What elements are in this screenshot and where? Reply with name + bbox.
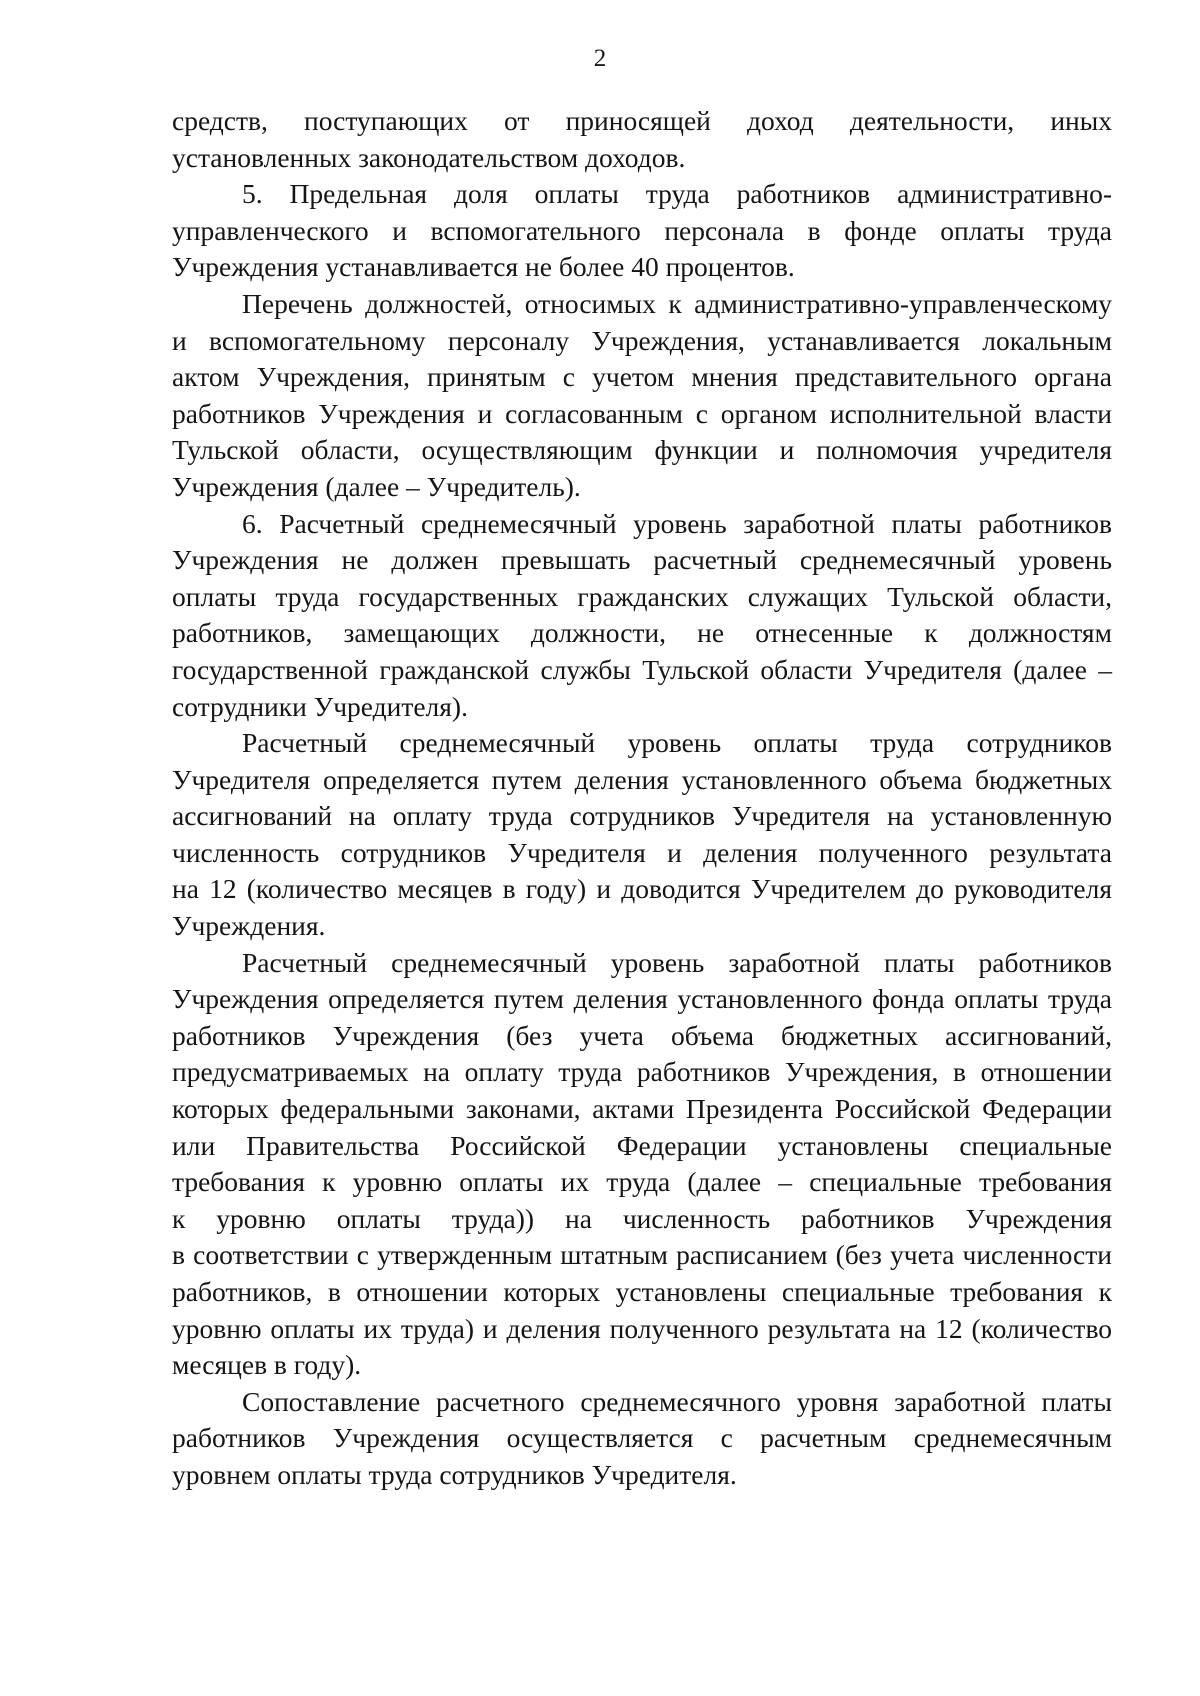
text-line: средств, поступающих от приносящей доход деятельности, иных [172,105,1112,136]
text-line: Расчетный среднемесячный уровень оплаты труда сотрудников [242,727,1112,759]
text-line: Сопоставление расчетного среднемесячного уровня заработной платы [242,1385,1112,1417]
text-line: оплаты труда государственных гражданских служащих Тульской области, [172,580,1112,612]
text-line: работников Учреждения и согласованным с органом исполнительной власти [172,397,1112,429]
text-line: предусматриваемых на оплату труда работников Учреждения, в отношении [172,1056,1112,1088]
text-line: которых федеральными законами, актами Президента Российской Федерации [172,1093,1112,1125]
text-line: 6. Расчетный среднемесячный уровень заработной платы работников [242,507,1112,539]
text-line: сотрудники Учредителя). [172,690,468,722]
text-line: к уровню оплаты труда)) на численность работников Учреждения [172,1202,1112,1234]
text-line: ассигнований на оплату труда сотрудников Учредителя на установленную [172,800,1112,832]
text-line: на 12 (количество месяцев в году) и доводится Учредителем до руководителя [172,873,1112,905]
text-line: и вспомогательному персоналу Учреждения, устанавливается локальным [172,324,1112,356]
text-line: работников, замещающих должности, не отнесенные к должностям [172,617,1112,649]
paragraph [172,506,1112,726]
text-line: Учредителя определяется путем деления установленного объема бюджетных [172,763,1112,795]
text-line: численность сотрудников Учредителя и деления полученного результата [172,836,1112,868]
text-line: уровнем оплаты труда сотрудников Учредителя. [172,1458,737,1490]
text-line: актом Учреждения, принятым с учетом мнения представительного органа [172,361,1112,393]
text-line: или Правительства Российской Федерации установлены специальные [172,1129,1112,1161]
text-line: работников Учреждения (без учета объема бюджетных ассигнований, [172,1019,1112,1051]
text-line: установленных законодательством доходов. [172,141,686,173]
text-line: работников Учреждения осуществляется с расчетным среднемесячным [172,1422,1112,1454]
text-line: Расчетный среднемесячный уровень заработной платы работников [242,946,1112,978]
paragraph [172,945,1112,1384]
text-line: государственной гражданской службы Тульской области Учредителя (далее – [172,653,1112,685]
text-line: Перечень должностей, относимых к административно-управленческому [242,287,1112,319]
paragraph [172,176,1112,286]
text-line: Учреждения определяется путем деления установленного фонда оплаты труда [172,983,1112,1015]
paragraph [172,1384,1112,1494]
text-line: Тульской области, осуществляющим функции и полномочия учредителя [172,434,1112,466]
text-line: Учреждения (далее – Учредитель). [172,470,581,502]
page-number: 2 [593,45,607,72]
text-line: управленческого и вспомогательного персонала в фонде оплаты труда [172,214,1112,246]
text-line: месяцев в году). [172,1349,362,1381]
paragraph [172,286,1112,506]
text-line: в соответствии с утвержденным штатным расписанием (без учета численности [172,1239,1112,1271]
text-line: 5. Предельная доля оплаты труда работников административно- [242,178,1112,210]
text-line: уровню оплаты их труда) и деления полученного результата на 12 (количество [172,1312,1112,1344]
document-body [172,103,1112,1494]
text-line: требования к уровню оплаты их труда (далее – специальные требования [172,1166,1112,1198]
text-line: Учреждения. [172,910,326,942]
paragraph [172,725,1112,945]
text-line: Учреждения устанавливается не более 40 процентов. [172,251,795,283]
text-line: Учреждения не должен превышать расчетный среднемесячный уровень [172,544,1112,576]
text-line: работников, в отношении которых установлены специальные требования к [172,1276,1112,1307]
paragraph [172,103,1112,176]
